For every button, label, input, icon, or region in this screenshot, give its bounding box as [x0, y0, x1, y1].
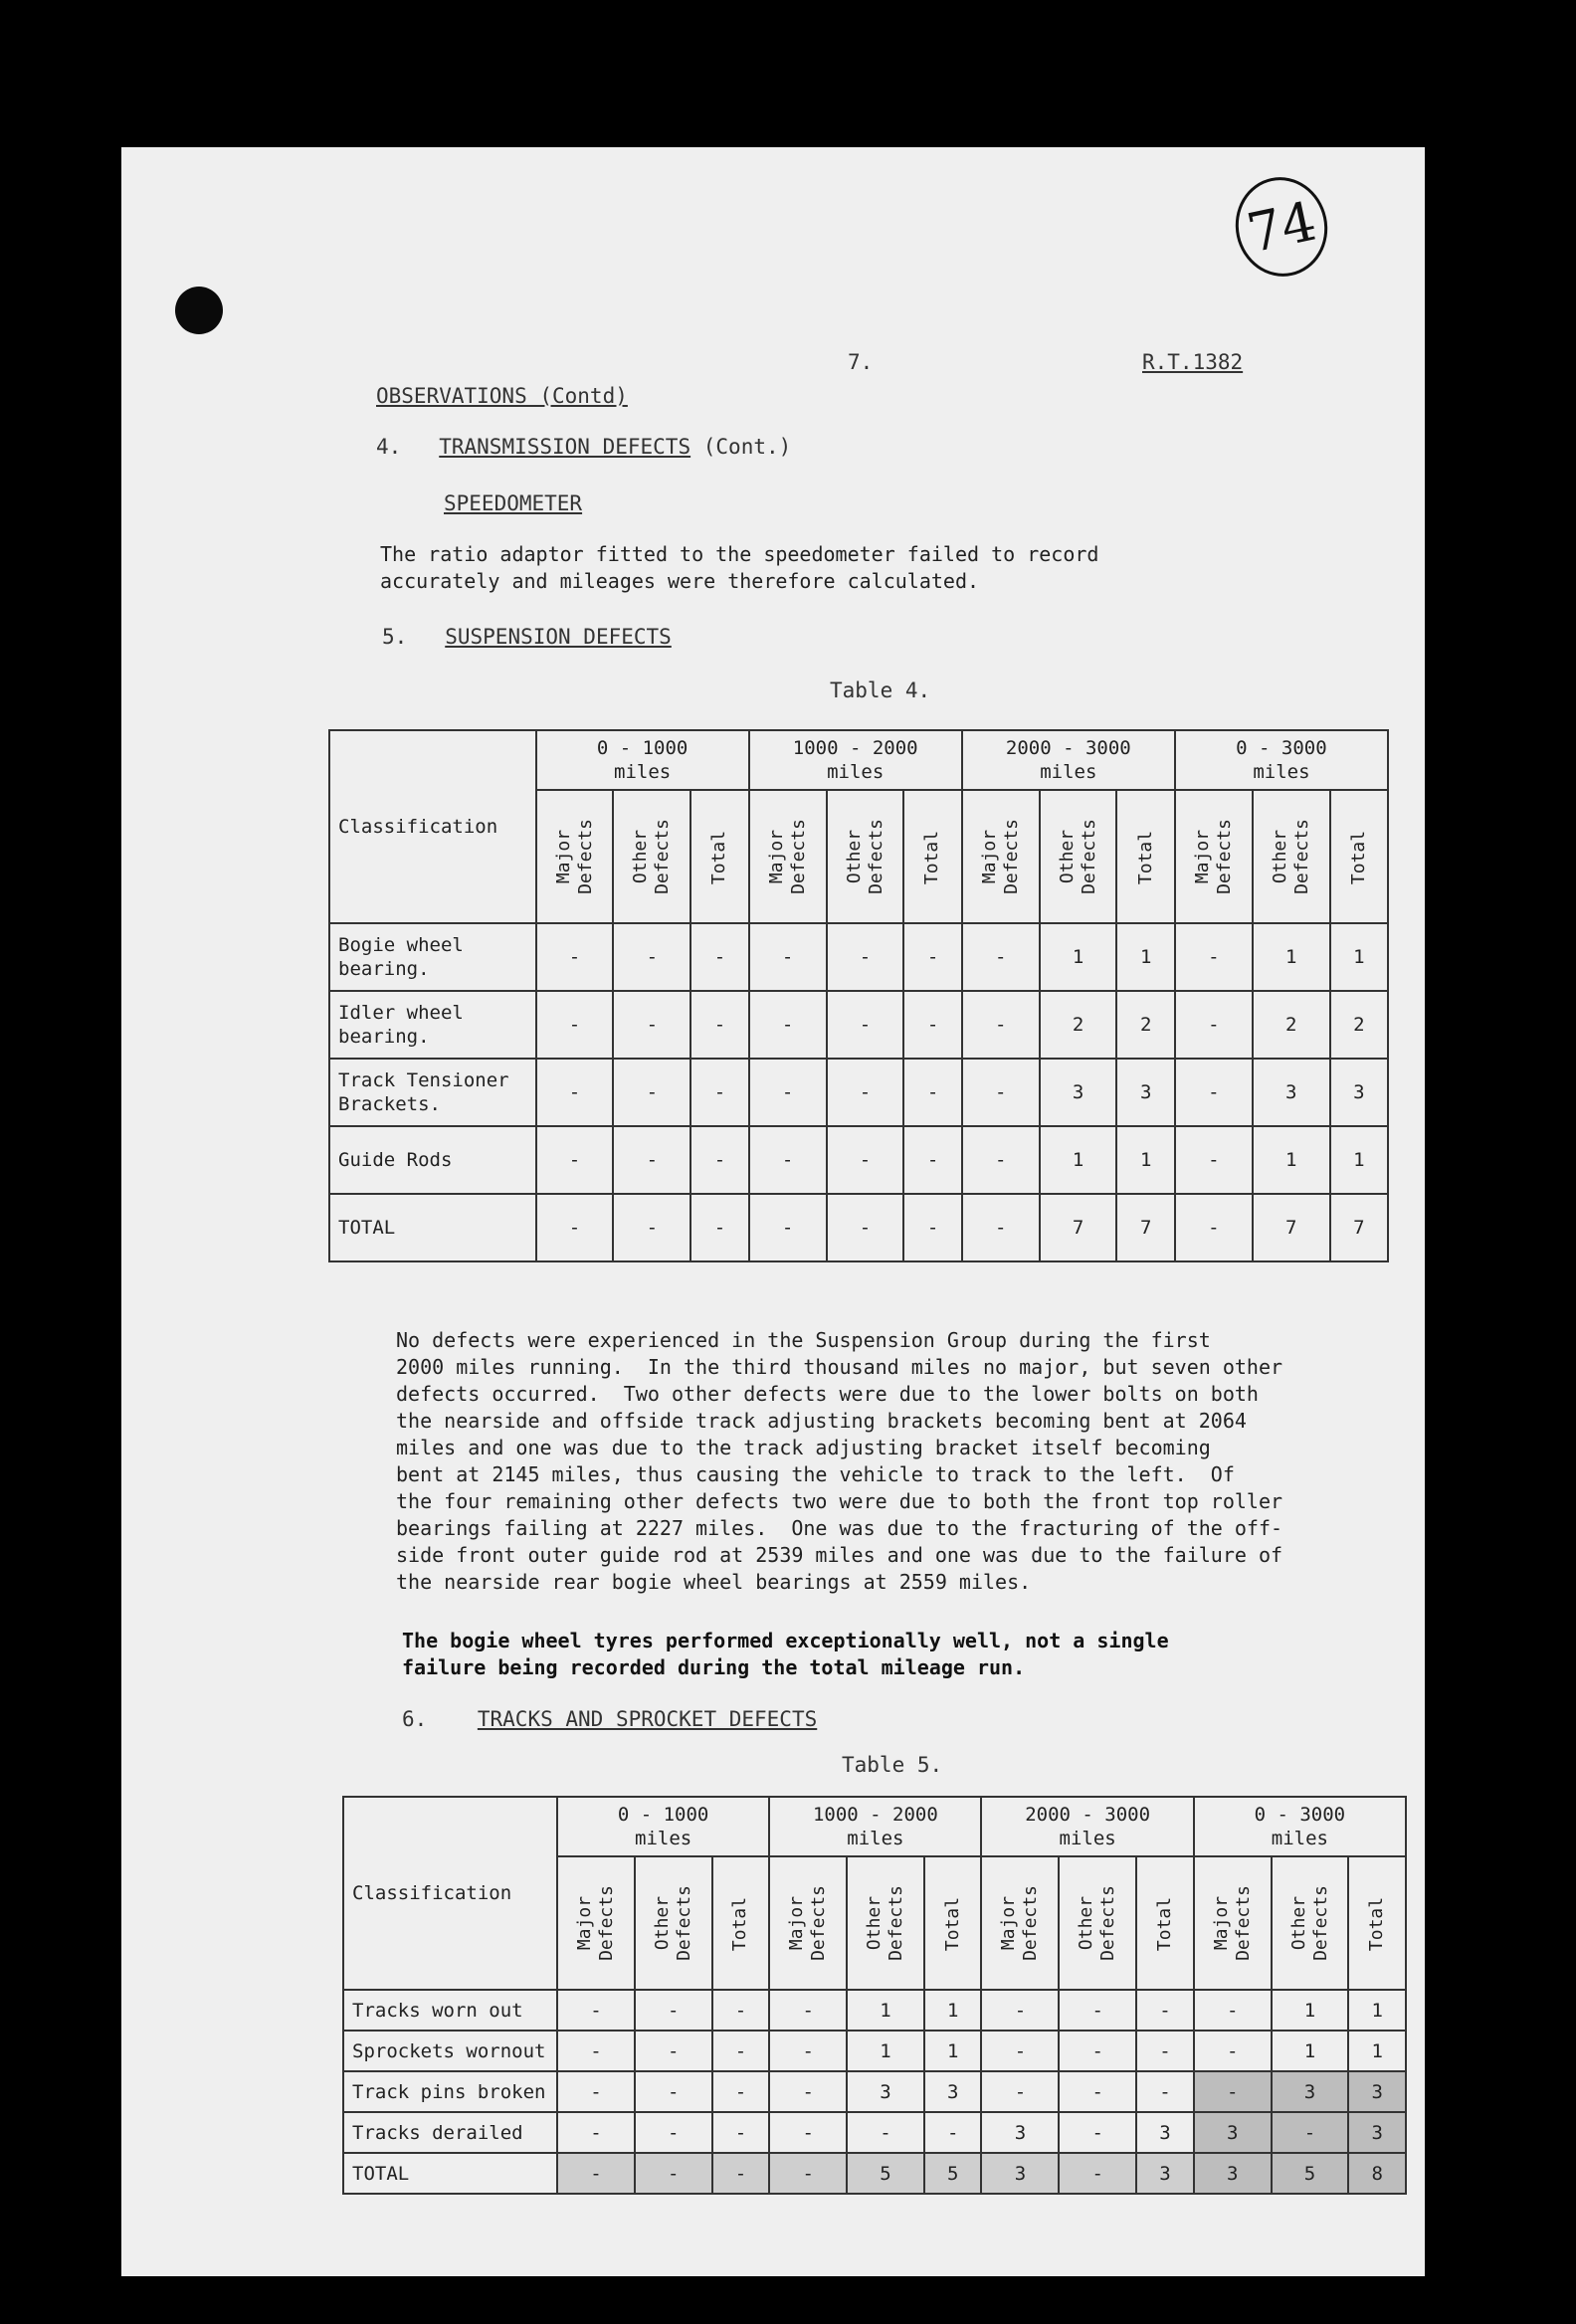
subhead-cell	[613, 790, 690, 923]
value-cell: -	[690, 1059, 748, 1126]
value-cell: -	[635, 1990, 712, 2031]
value-cell: 3	[1330, 1059, 1388, 1126]
value-cell: 3	[1194, 2153, 1272, 2194]
subhead-cell	[903, 790, 961, 923]
mileage-range-header: 1000 - 2000 miles	[749, 730, 962, 790]
mileage-range-header: 0 - 3000 miles	[1175, 730, 1388, 790]
value-cell: -	[1194, 1990, 1272, 2031]
value-cell: 3	[1040, 1059, 1117, 1126]
subhead-cell	[749, 790, 827, 923]
suspension-line: side front outer guide rod at 2539 miles and one was due to the failure of	[396, 1543, 1283, 1567]
subhead-cell	[557, 1856, 635, 1990]
value-cell: 3	[1136, 2153, 1194, 2194]
value-cell: -	[1175, 923, 1253, 991]
value-cell: -	[903, 923, 961, 991]
subhead-cell	[690, 790, 748, 923]
value-cell: 1	[924, 1990, 982, 2031]
speedometer-title: SPEEDOMETER	[444, 491, 583, 515]
tyres-paragraph	[402, 1628, 1169, 1681]
value-cell: -	[827, 923, 904, 991]
subhead-cell	[962, 790, 1040, 923]
value-cell: -	[1272, 2112, 1349, 2153]
classification-header: Classification	[329, 730, 536, 923]
suspension-line: 2000 miles running. In the third thousand miles no major, but seven other	[396, 1355, 1283, 1379]
value-cell: -	[827, 991, 904, 1059]
value-cell: -	[981, 2031, 1059, 2071]
value-cell: -	[635, 2071, 712, 2112]
value-cell: 7	[1040, 1194, 1117, 1261]
value-cell: 3	[981, 2153, 1059, 2194]
value-cell: -	[690, 991, 748, 1059]
suspension-line: miles and one was due to the track adjusting bracket itself becoming	[396, 1436, 1211, 1459]
table-5-caption: Table 5.	[842, 1753, 943, 1777]
value-cell: -	[1136, 2071, 1194, 2112]
value-cell: 2	[1330, 991, 1388, 1059]
subhead-cell	[712, 1856, 770, 1990]
value-cell: -	[557, 1990, 635, 2031]
value-cell: 3	[1348, 2071, 1406, 2112]
value-cell: 3	[1194, 2112, 1272, 2153]
value-cell: -	[1059, 2153, 1136, 2194]
row-label: Tracks derailed	[343, 2112, 557, 2153]
value-cell: -	[536, 1126, 614, 1194]
value-cell: -	[613, 991, 690, 1059]
mileage-range-header: 0 - 3000 miles	[1194, 1797, 1406, 1856]
subhead-text: Other Defects	[1287, 1885, 1331, 1961]
value-cell: -	[1136, 1990, 1194, 2031]
value-cell: -	[536, 1194, 614, 1261]
subhead-text: Total	[1153, 1896, 1175, 1951]
value-cell: -	[1059, 2071, 1136, 2112]
table-row	[329, 923, 1388, 991]
value-cell: 5	[1272, 2153, 1349, 2194]
subhead-cell	[1253, 790, 1330, 923]
section-4-title: TRANSMISSION DEFECTS	[439, 435, 691, 459]
value-cell: -	[981, 1990, 1059, 2031]
value-cell: -	[749, 1059, 827, 1126]
subhead-cell	[1136, 1856, 1194, 1990]
table-row	[343, 2071, 1406, 2112]
value-cell: 3	[924, 2071, 982, 2112]
value-cell: -	[1059, 1990, 1136, 2031]
speedometer-paragraph	[380, 541, 1098, 595]
tyres-line: failure being recorded during the total mileage run.	[402, 1655, 1026, 1679]
row-label: TOTAL	[343, 2153, 557, 2194]
subhead-text: Other Defects	[1056, 819, 1099, 894]
value-cell: -	[536, 1059, 614, 1126]
value-cell: 1	[924, 2031, 982, 2071]
mileage-range-header: 0 - 1000 miles	[536, 730, 749, 790]
value-cell: -	[712, 2071, 770, 2112]
value-cell: -	[690, 1194, 748, 1261]
suspension-line: the nearside and offside track adjusting brackets becoming bent at 2064	[396, 1409, 1247, 1433]
value-cell: 3	[1348, 2112, 1406, 2153]
subhead-cell	[1040, 790, 1117, 923]
page-number: 7.	[848, 350, 874, 374]
subhead-cell	[1272, 1856, 1349, 1990]
value-cell: -	[1136, 2031, 1194, 2071]
value-cell: -	[635, 2031, 712, 2071]
suspension-line: bearings failing at 2227 miles. One was due to the fracturing of the off-	[396, 1516, 1283, 1540]
row-label: Bogie wheel bearing.	[329, 923, 536, 991]
value-cell: -	[769, 1990, 847, 2031]
mileage-range-header: 1000 - 2000 miles	[769, 1797, 981, 1856]
value-cell: -	[635, 2153, 712, 2194]
value-cell: -	[903, 1126, 961, 1194]
value-cell: -	[690, 1126, 748, 1194]
subhead-text: Other Defects	[1076, 1885, 1119, 1961]
value-cell: -	[557, 2071, 635, 2112]
mileage-range-header: 2000 - 3000 miles	[962, 730, 1175, 790]
value-cell: -	[924, 2112, 982, 2153]
subhead-text: Other Defects	[630, 819, 674, 894]
value-cell: -	[613, 1194, 690, 1261]
subhead-text: Major Defects	[1191, 819, 1235, 894]
value-cell: -	[981, 2071, 1059, 2112]
value-cell: 1	[1253, 923, 1330, 991]
suspension-line: bent at 2145 miles, thus causing the vehicle to track to the left. Of	[396, 1462, 1235, 1486]
value-cell: 3	[1253, 1059, 1330, 1126]
row-label: Sprockets wornout	[343, 2031, 557, 2071]
subhead-cell	[1194, 1856, 1272, 1990]
subhead-cell	[1330, 790, 1388, 923]
value-cell: -	[1194, 2031, 1272, 2071]
subhead-text: Major Defects	[998, 1885, 1042, 1961]
suspension-paragraph	[396, 1327, 1282, 1596]
table-4-caption: Table 4.	[830, 678, 931, 702]
value-cell: -	[903, 991, 961, 1059]
subhead-cell	[1175, 790, 1253, 923]
value-cell: 1	[1348, 1990, 1406, 2031]
value-cell: -	[613, 1126, 690, 1194]
value-cell: 2	[1116, 991, 1174, 1059]
value-cell: -	[962, 1059, 1040, 1126]
value-cell: 2	[1253, 991, 1330, 1059]
value-cell: -	[749, 1194, 827, 1261]
subhead-text: Other Defects	[864, 1885, 907, 1961]
value-cell: -	[962, 1194, 1040, 1261]
value-cell: -	[613, 1059, 690, 1126]
value-cell: 7	[1253, 1194, 1330, 1261]
value-cell: 8	[1348, 2153, 1406, 2194]
subhead-text: Major Defects	[765, 819, 809, 894]
value-cell: 3	[847, 2071, 924, 2112]
subhead-cell	[981, 1856, 1059, 1990]
row-label: Guide Rods	[329, 1126, 536, 1194]
value-cell: 3	[1136, 2112, 1194, 2153]
value-cell: 2	[1040, 991, 1117, 1059]
subhead-text: Major Defects	[978, 819, 1022, 894]
subhead-cell	[536, 790, 614, 923]
value-cell: 7	[1330, 1194, 1388, 1261]
value-cell: -	[903, 1059, 961, 1126]
row-label: Track pins broken	[343, 2071, 557, 2112]
table-row	[343, 2112, 1406, 2153]
value-cell: -	[769, 2153, 847, 2194]
subhead-text: Major Defects	[552, 819, 596, 894]
subhead-text: Major Defects	[573, 1885, 617, 1961]
value-cell: -	[712, 2153, 770, 2194]
value-cell: -	[557, 2031, 635, 2071]
subhead-cell	[1116, 790, 1174, 923]
subhead-cell	[1059, 1856, 1136, 1990]
value-cell: -	[1194, 2071, 1272, 2112]
value-cell: -	[557, 2112, 635, 2153]
value-cell: 7	[1116, 1194, 1174, 1261]
value-cell: -	[962, 923, 1040, 991]
section-4-number: 4.	[376, 435, 402, 459]
section-5-heading	[382, 625, 672, 649]
suspension-line: No defects were experienced in the Suspension Group during the first	[396, 1328, 1211, 1352]
classification-header: Classification	[343, 1797, 557, 1990]
value-cell: -	[1175, 1194, 1253, 1261]
value-cell: 1	[1272, 1990, 1349, 2031]
subhead-text: Total	[729, 1896, 751, 1951]
value-cell: -	[962, 1126, 1040, 1194]
subhead-text: Major Defects	[786, 1885, 830, 1961]
value-cell: 5	[924, 2153, 982, 2194]
section-6-heading	[402, 1707, 817, 1731]
heading-observations	[376, 384, 628, 408]
table-row	[343, 2031, 1406, 2071]
value-cell: 1	[1040, 1126, 1117, 1194]
row-label: Track Tensioner Brackets.	[329, 1059, 536, 1126]
row-label: TOTAL	[329, 1194, 536, 1261]
value-cell: -	[1175, 1126, 1253, 1194]
value-cell: -	[690, 923, 748, 991]
value-cell: -	[749, 1126, 827, 1194]
section-6-title: TRACKS AND SPROCKET DEFECTS	[477, 1707, 818, 1731]
header-row-ranges	[343, 1797, 1406, 1856]
value-cell: 1	[1116, 923, 1174, 991]
section-6-number: 6.	[402, 1707, 428, 1731]
value-cell: 1	[1272, 2031, 1349, 2071]
subhead-cell	[847, 1856, 924, 1990]
speedometer-line-2: accurately and mileages were therefore calculated.	[380, 569, 980, 593]
table-5	[342, 1796, 1407, 2195]
subhead-text: Major Defects	[1210, 1885, 1254, 1961]
value-cell: -	[1059, 2031, 1136, 2071]
table-row	[343, 1990, 1406, 2031]
value-cell: -	[769, 2112, 847, 2153]
report-ref: R.T.1382	[1142, 350, 1244, 374]
subhead-text: Total	[1347, 830, 1369, 884]
value-cell: -	[827, 1059, 904, 1126]
subhead-cell	[769, 1856, 847, 1990]
header-row-ranges	[329, 730, 1388, 790]
value-cell: -	[1059, 2112, 1136, 2153]
tyres-line: The bogie wheel tyres performed exceptionally well, not a single	[402, 1629, 1169, 1652]
section-5-title: SUSPENSION DEFECTS	[445, 625, 672, 649]
value-cell: -	[769, 2071, 847, 2112]
value-cell: 1	[1330, 923, 1388, 991]
subhead-text: Total	[941, 1896, 963, 1951]
row-label: Idler wheel bearing.	[329, 991, 536, 1059]
subhead-cell	[924, 1856, 982, 1990]
value-cell: -	[827, 1194, 904, 1261]
table-row	[329, 1194, 1388, 1261]
value-cell: -	[712, 2112, 770, 2153]
table-row	[329, 1059, 1388, 1126]
value-cell: 1	[847, 1990, 924, 2031]
table-row	[343, 2153, 1406, 2194]
value-cell: 5	[847, 2153, 924, 2194]
subhead-text: Total	[708, 830, 730, 884]
value-cell: -	[536, 991, 614, 1059]
value-cell: -	[712, 1990, 770, 2031]
section-4-heading	[376, 435, 791, 459]
subhead-text: Other Defects	[651, 1885, 694, 1961]
suspension-line: defects occurred. Two other defects were due to the lower bolts on both	[396, 1382, 1259, 1406]
value-cell: -	[749, 991, 827, 1059]
section-5-number: 5.	[382, 625, 408, 649]
heading-text: OBSERVATIONS (Contd)	[376, 384, 628, 408]
value-cell: -	[903, 1194, 961, 1261]
value-cell: 3	[1272, 2071, 1349, 2112]
value-cell: -	[712, 2031, 770, 2071]
value-cell: 1	[1116, 1126, 1174, 1194]
value-cell: 1	[1253, 1126, 1330, 1194]
subhead-text: Total	[921, 830, 943, 884]
value-cell: -	[536, 923, 614, 991]
value-cell: 1	[1348, 2031, 1406, 2071]
value-cell: -	[769, 2031, 847, 2071]
subhead-cell	[635, 1856, 712, 1990]
suspension-line: the four remaining other defects two were due to both the front top roller	[396, 1489, 1283, 1513]
suspension-line: the nearside rear bogie wheel bearings at 2559 miles.	[396, 1570, 1032, 1594]
subhead-text: Total	[1134, 830, 1156, 884]
mileage-range-header: 2000 - 3000 miles	[981, 1797, 1193, 1856]
value-cell: -	[962, 991, 1040, 1059]
speedometer-line-1: The ratio adaptor fitted to the speedometer failed to record	[380, 542, 1099, 566]
table-4	[328, 729, 1389, 1262]
row-label: Tracks worn out	[343, 1990, 557, 2031]
value-cell: -	[635, 2112, 712, 2153]
value-cell: 1	[1040, 923, 1117, 991]
value-cell: -	[749, 923, 827, 991]
value-cell: -	[557, 2153, 635, 2194]
value-cell: -	[1175, 991, 1253, 1059]
value-cell: 3	[1116, 1059, 1174, 1126]
value-cell: -	[827, 1126, 904, 1194]
subhead-text: Other Defects	[1269, 819, 1312, 894]
value-cell: -	[613, 923, 690, 991]
subhead-text: Other Defects	[843, 819, 886, 894]
punch-hole	[175, 287, 223, 334]
value-cell: -	[1175, 1059, 1253, 1126]
section-4-suffix: (Cont.)	[702, 435, 792, 459]
value-cell: 1	[847, 2031, 924, 2071]
mileage-range-header: 0 - 1000 miles	[557, 1797, 769, 1856]
value-cell: -	[847, 2112, 924, 2153]
table-row	[329, 1126, 1388, 1194]
subhead-cell	[1348, 1856, 1406, 1990]
subhead-cell	[827, 790, 904, 923]
subhead-text: Total	[1366, 1896, 1388, 1951]
table-row	[329, 991, 1388, 1059]
value-cell: 1	[1330, 1126, 1388, 1194]
value-cell: 3	[981, 2112, 1059, 2153]
folio-text: 74	[1241, 189, 1322, 265]
